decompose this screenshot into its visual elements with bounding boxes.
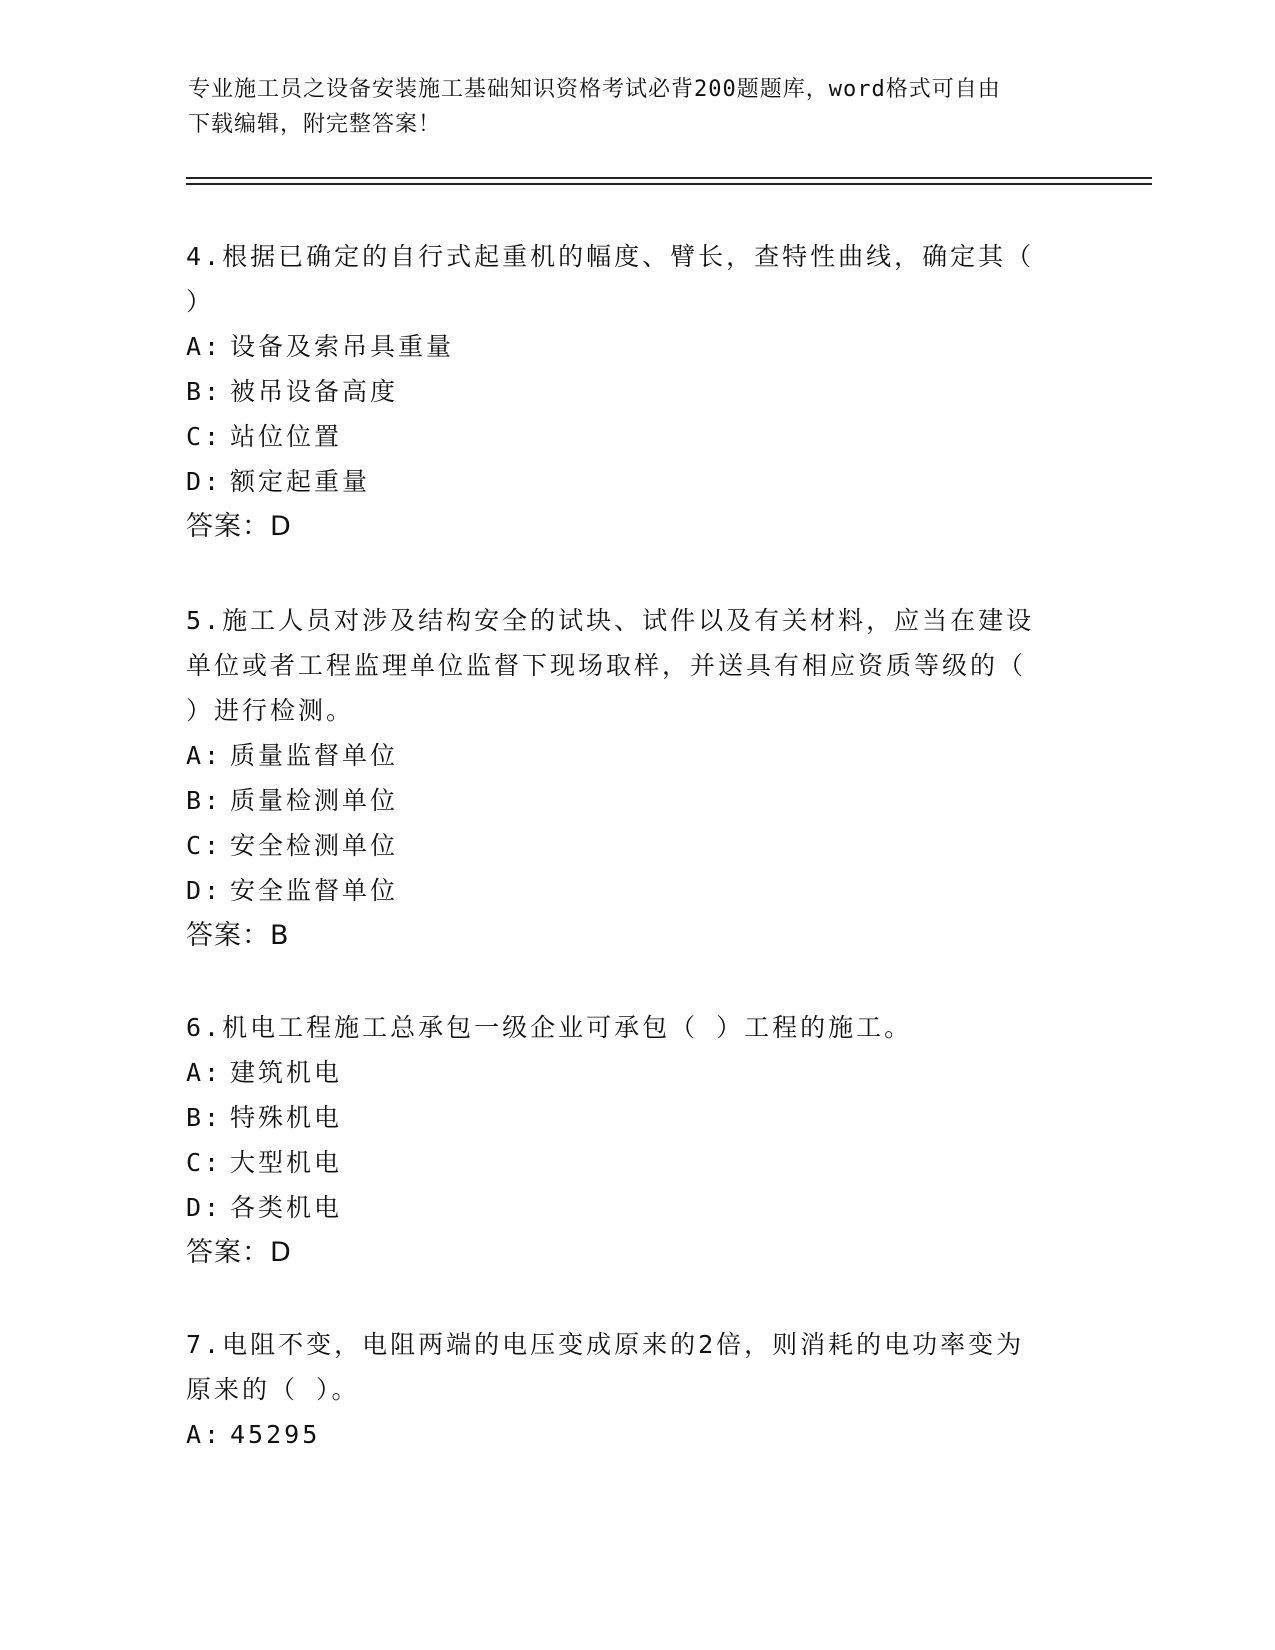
option-text: 站位位置 [230,422,343,451]
option-text: 质量检测单位 [230,786,399,815]
option-text: 安全检测单位 [230,831,399,860]
option-letter: B: [186,377,223,406]
header-title-line-1: 专业施工员之设备安装施工基础知识资格考试必背200题题库，word格式可自由 [188,77,1001,102]
question-5-option-b [186,778,1066,823]
question-5-answer: 答案：B [186,920,290,951]
option-letter: A: [186,332,223,361]
question-4-option-d [186,459,1066,504]
question-6-option-d [186,1185,1066,1230]
question-5-line-1: 5.施工人员对涉及结构安全的试块、试件以及有关材料，应当在建设 [186,606,1035,635]
option-text: 被吊设备高度 [230,377,399,406]
question-7 [186,1322,1066,1457]
option-text: 安全监督单位 [230,876,399,905]
option-letter: B: [186,786,223,815]
option-letter: A: [186,1058,223,1087]
question-5-option-d [186,868,1066,913]
option-letter: C: [186,422,223,451]
option-letter: A: [186,741,223,770]
option-letter: D: [186,467,223,496]
option-letter: D: [186,1193,223,1222]
option-text: 设备及索吊具重量 [230,332,455,361]
question-5-option-a [186,733,1066,778]
question-5 [186,598,1066,959]
question-6-line-1: 6.机电工程施工总承包一级企业可承包（ ）工程的施工。 [186,1013,913,1042]
header-divider-top [186,177,1152,179]
question-6-option-a [186,1050,1066,1095]
question-4-line-1: 4.根据已确定的自行式起重机的幅度、臂长，查特性曲线，确定其（ [186,242,1035,271]
option-text: 45295 [230,1420,321,1449]
question-6-option-b [186,1095,1066,1140]
question-7-option-a [186,1412,1066,1457]
option-text: 各类机电 [230,1193,343,1222]
document-header [188,72,1068,142]
header-divider-bottom [186,183,1152,185]
question-5-option-c [186,823,1066,868]
question-4-option-b [186,369,1066,414]
question-6-option-c [186,1140,1066,1185]
option-letter: D: [186,876,223,905]
option-letter: B: [186,1103,223,1132]
option-letter: A: [186,1420,223,1449]
question-6-answer: 答案：D [186,1237,292,1268]
option-letter: C: [186,831,223,860]
option-text: 额定起重量 [230,467,371,496]
question-7-line-2: 原来的（ ）。 [186,1375,360,1404]
header-title-line-2: 下载编辑，附完整答案！ [188,112,442,137]
question-5-line-3: ）进行检测。 [186,696,355,725]
question-7-line-1: 7.电阻不变，电阻两端的电压变成原来的2倍，则消耗的电功率变为 [186,1330,1025,1359]
question-5-line-2: 单位或者工程监理单位监督下现场取样，并送具有相应资质等级的（ [186,651,1027,680]
option-text: 建筑机电 [230,1058,343,1087]
option-text: 质量监督单位 [230,741,399,770]
option-text: 大型机电 [230,1148,343,1177]
question-4-option-a [186,324,1066,369]
question-4-answer: 答案：D [186,511,292,542]
question-4 [186,234,1066,550]
option-text: 特殊机电 [230,1103,343,1132]
question-4-line-2: ） [186,287,215,316]
option-letter: C: [186,1148,223,1177]
question-6 [186,1005,1066,1276]
question-4-option-c [186,414,1066,459]
